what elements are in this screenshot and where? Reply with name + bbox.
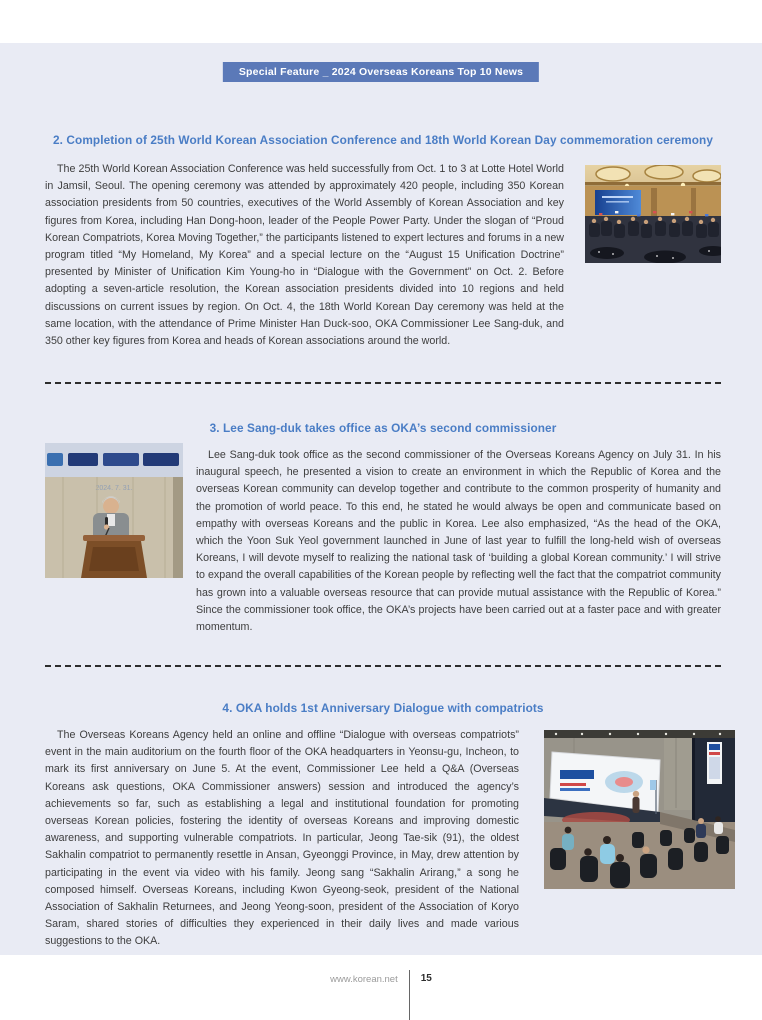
section-2-title: 2. Completion of 25th World Korean Association Conference and 18th World Korean Day commemoration ceremony <box>53 133 713 147</box>
dashed-divider <box>45 665 721 667</box>
lee-sang-duk-inauguration-photo <box>45 443 183 578</box>
conference-photo-illustration <box>585 165 721 263</box>
dashed-divider <box>45 382 721 384</box>
world-korean-conference-ballroom-photo <box>585 165 721 263</box>
section-2-body: The 25th World Korean Association Conference was held successfully from Oct. 1 to 3 at Lotte Hotel World in Jamsil, Seoul. The opening ceremony was attended by approximately 420 people, including 350 Korean association presidents from 50 countries, executives of the World Assembly of Korean Association and key figures from Korea, including Han Dong-hoon, leader of the People Power Party. Under the slogan of “Proud Korean Compatriots, Korea Moving Together,” the participants listened to expert lectures and forums in a new program titled “My Homeland, My Korea” and a special lecture on the “August 15 Unification Doctrine” presented by Minister of Unification Kim Young-ho in “Dialogue with the Government” on Oct. 2. Before adopting a seven-article resolution, the Korean association presidents divided into 10 regions and held discussions on current issues by region. On Oct. 4, the 18th World Korean Day ceremony was held at the same location, with the attendance of Prime Minister Han Duck-soo, OKA Commissioner Lee Sang-duk, and 350 other key figures from Korea and heads of Korean associations around the world. <box>45 163 564 348</box>
footer-divider-line <box>409 970 410 1020</box>
special-feature-banner: Special Feature _ 2024 Overseas Koreans Top 10 News <box>223 62 539 82</box>
section-3-title: 3. Lee Sang-duk takes office as OKA’s second commissioner <box>209 421 557 435</box>
section-4-body: The Overseas Koreans Agency held an online and offline “Dialogue with overseas compatriots” event in the main auditorium on the fourth floor of the OKA headquarters in Yeonsu-gu, Incheon, to mark its first anniversary on June 5. At the event, Commissioner Lee held a Q&A (Overseas Koreans ask questions, OKA Commissioner answers) session and introduced the agency’s achievements so far, such as establishing a legal and institutional foundation for promoting overseas Korean policies, fostering the identity of overseas Koreans and improving domestic awareness, and supporting vulnerable compatriots. In particular, Jeong Tae-sik (91), the oldest Sakhalin compatriot to permanently resettle in Ansan, Gyeonggi Province, in May, drew attention by participating in the event via video with his family. Jeong sang “Sakhalin Arirang,” a song he composed himself. Overseas Koreans, including Kwon Gyeong-seok, president of the National Association of Sakhalin Returnees, and Jeong Yeong-soon, president of the Association of Koryo Saram, shared stories of difficulties they experienced in their daily lives and made various suggestions to the OKA. <box>45 729 519 948</box>
dialogue-photo-illustration <box>544 730 735 889</box>
anniversary-dialogue-auditorium-photo <box>544 730 735 889</box>
section-3-body: Lee Sang-duk took office as the second commissioner of the Overseas Koreans Agency on July 31. In his inaugural speech, he presented a vision to create an environment in which the Republic of Korea and the overseas Korean community can develop together and contribute to the common prosperity of humanity and the promotion of world peace. To this end, he stated he would always be open and communicate based on empathy with overseas Koreans and the public in Korea. Lee also emphasized, “As the head of the OKA, which the Yoon Suk Yeol government launched in June of last year to fulfill the long-held wish of overseas Koreans, I will devote myself to realizing the national task of ‘building a global Korean community.’ I will strive to expand the overall capabilities of the Korean people by reflecting well the fact that the compatriot community has grown into a valuable overseas resource that can provide mutual assistance with the Republic of Korea.” Since the commissioner took office, the OKA’s projects have been carried out at a faster pace and with greater momentum. <box>196 449 721 634</box>
page-number: 15 <box>420 973 432 984</box>
photo-date-text: 2024. 7. 31. <box>95 485 133 492</box>
inauguration-photo-illustration <box>45 443 183 578</box>
section-4-title: 4. OKA holds 1st Anniversary Dialogue with compatriots <box>222 701 544 715</box>
footer <box>0 970 762 1020</box>
footer-url: www.korean.net <box>330 974 398 985</box>
